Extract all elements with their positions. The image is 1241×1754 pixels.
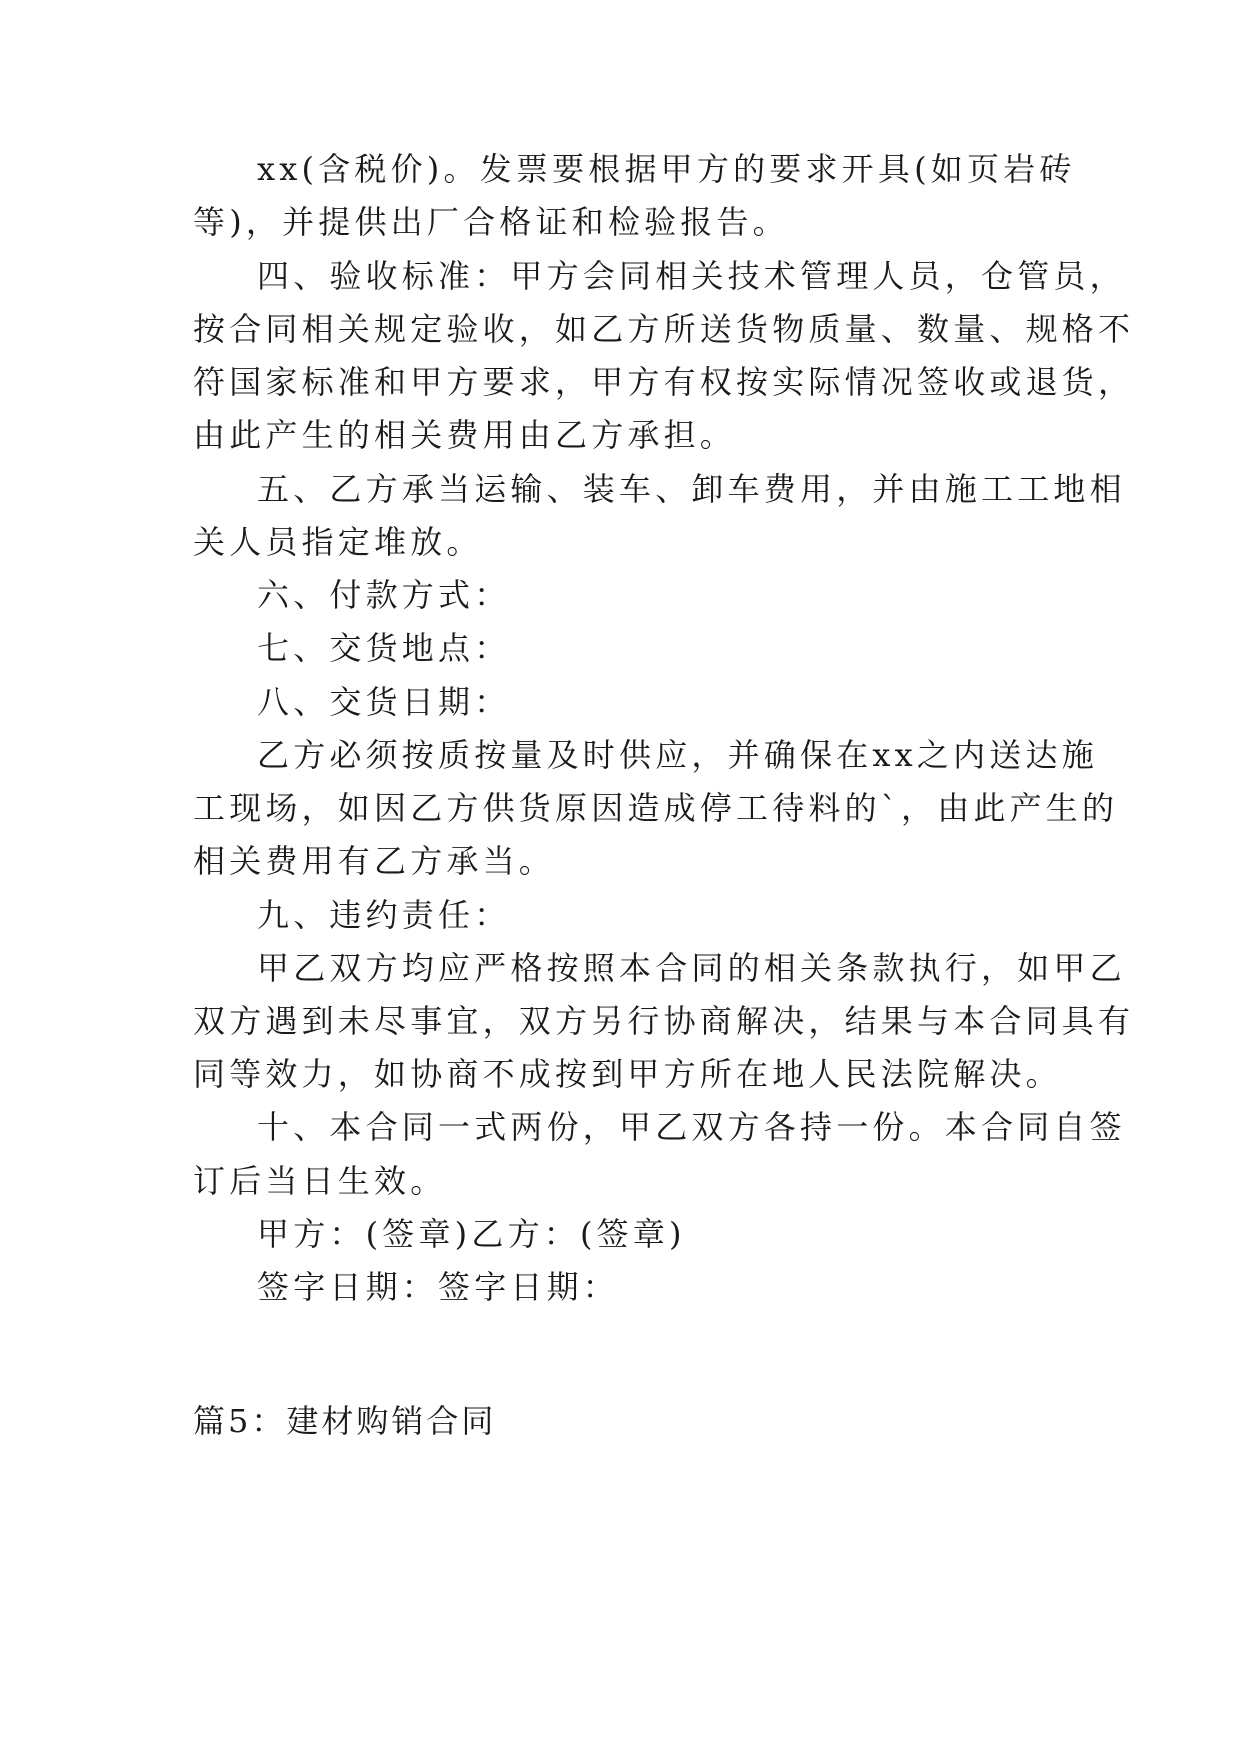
text-line: 符国家标准和甲方要求，甲方有权按实际情况签收或退货， bbox=[193, 363, 1135, 401]
section-heading: 篇5：建材购销合同 bbox=[193, 1402, 497, 1440]
text-line: 工现场，如因乙方供货原因造成停工待料的`，由此产生的 bbox=[193, 789, 1119, 827]
text-line: 双方遇到未尽事宜，双方另行协商解决，结果与本合同具有 bbox=[193, 1002, 1135, 1040]
text-line: 关人员指定堆放。 bbox=[193, 523, 483, 561]
text-line: 由此产生的相关费用由乙方承担。 bbox=[193, 416, 737, 454]
text-line: 订后当日生效。 bbox=[193, 1162, 447, 1200]
signature-date-line: 签字日期：签字日期： bbox=[257, 1268, 620, 1306]
text-line: 等)，并提供出厂合格证和检验报告。 bbox=[193, 203, 789, 241]
text-line: 九、违约责任： bbox=[257, 896, 511, 934]
text-line: 八、交货日期： bbox=[257, 683, 511, 721]
text-line: xx(含税价)。发票要根据甲方的要求开具(如页岩砖 bbox=[257, 150, 1076, 188]
text-line: 十、本合同一式两份，甲乙双方各持一份。本合同自签 bbox=[257, 1108, 1126, 1146]
text-line: 按合同相关规定验收，如乙方所送货物质量、数量、规格不 bbox=[193, 310, 1135, 348]
text-line: 七、交货地点： bbox=[257, 629, 511, 667]
text-line: 相关费用有乙方承当。 bbox=[193, 842, 556, 880]
text-line: 六、付款方式： bbox=[257, 576, 511, 614]
text-line: 四、验收标准：甲方会同相关技术管理人员，仓管员， bbox=[257, 257, 1126, 295]
signature-line: 甲方：(签章)乙方：(签章) bbox=[257, 1215, 686, 1253]
text-line: 乙方必须按质按量及时供应，并确保在xx之内送达施 bbox=[257, 736, 1098, 774]
text-line: 甲乙双方均应严格按照本合同的相关条款执行，如甲乙 bbox=[257, 949, 1126, 987]
text-line: 同等效力，如协商不成按到甲方所在地人民法院解决。 bbox=[193, 1055, 1062, 1093]
text-line: 五、乙方承当运输、装车、卸车费用，并由施工工地相 bbox=[257, 470, 1126, 508]
